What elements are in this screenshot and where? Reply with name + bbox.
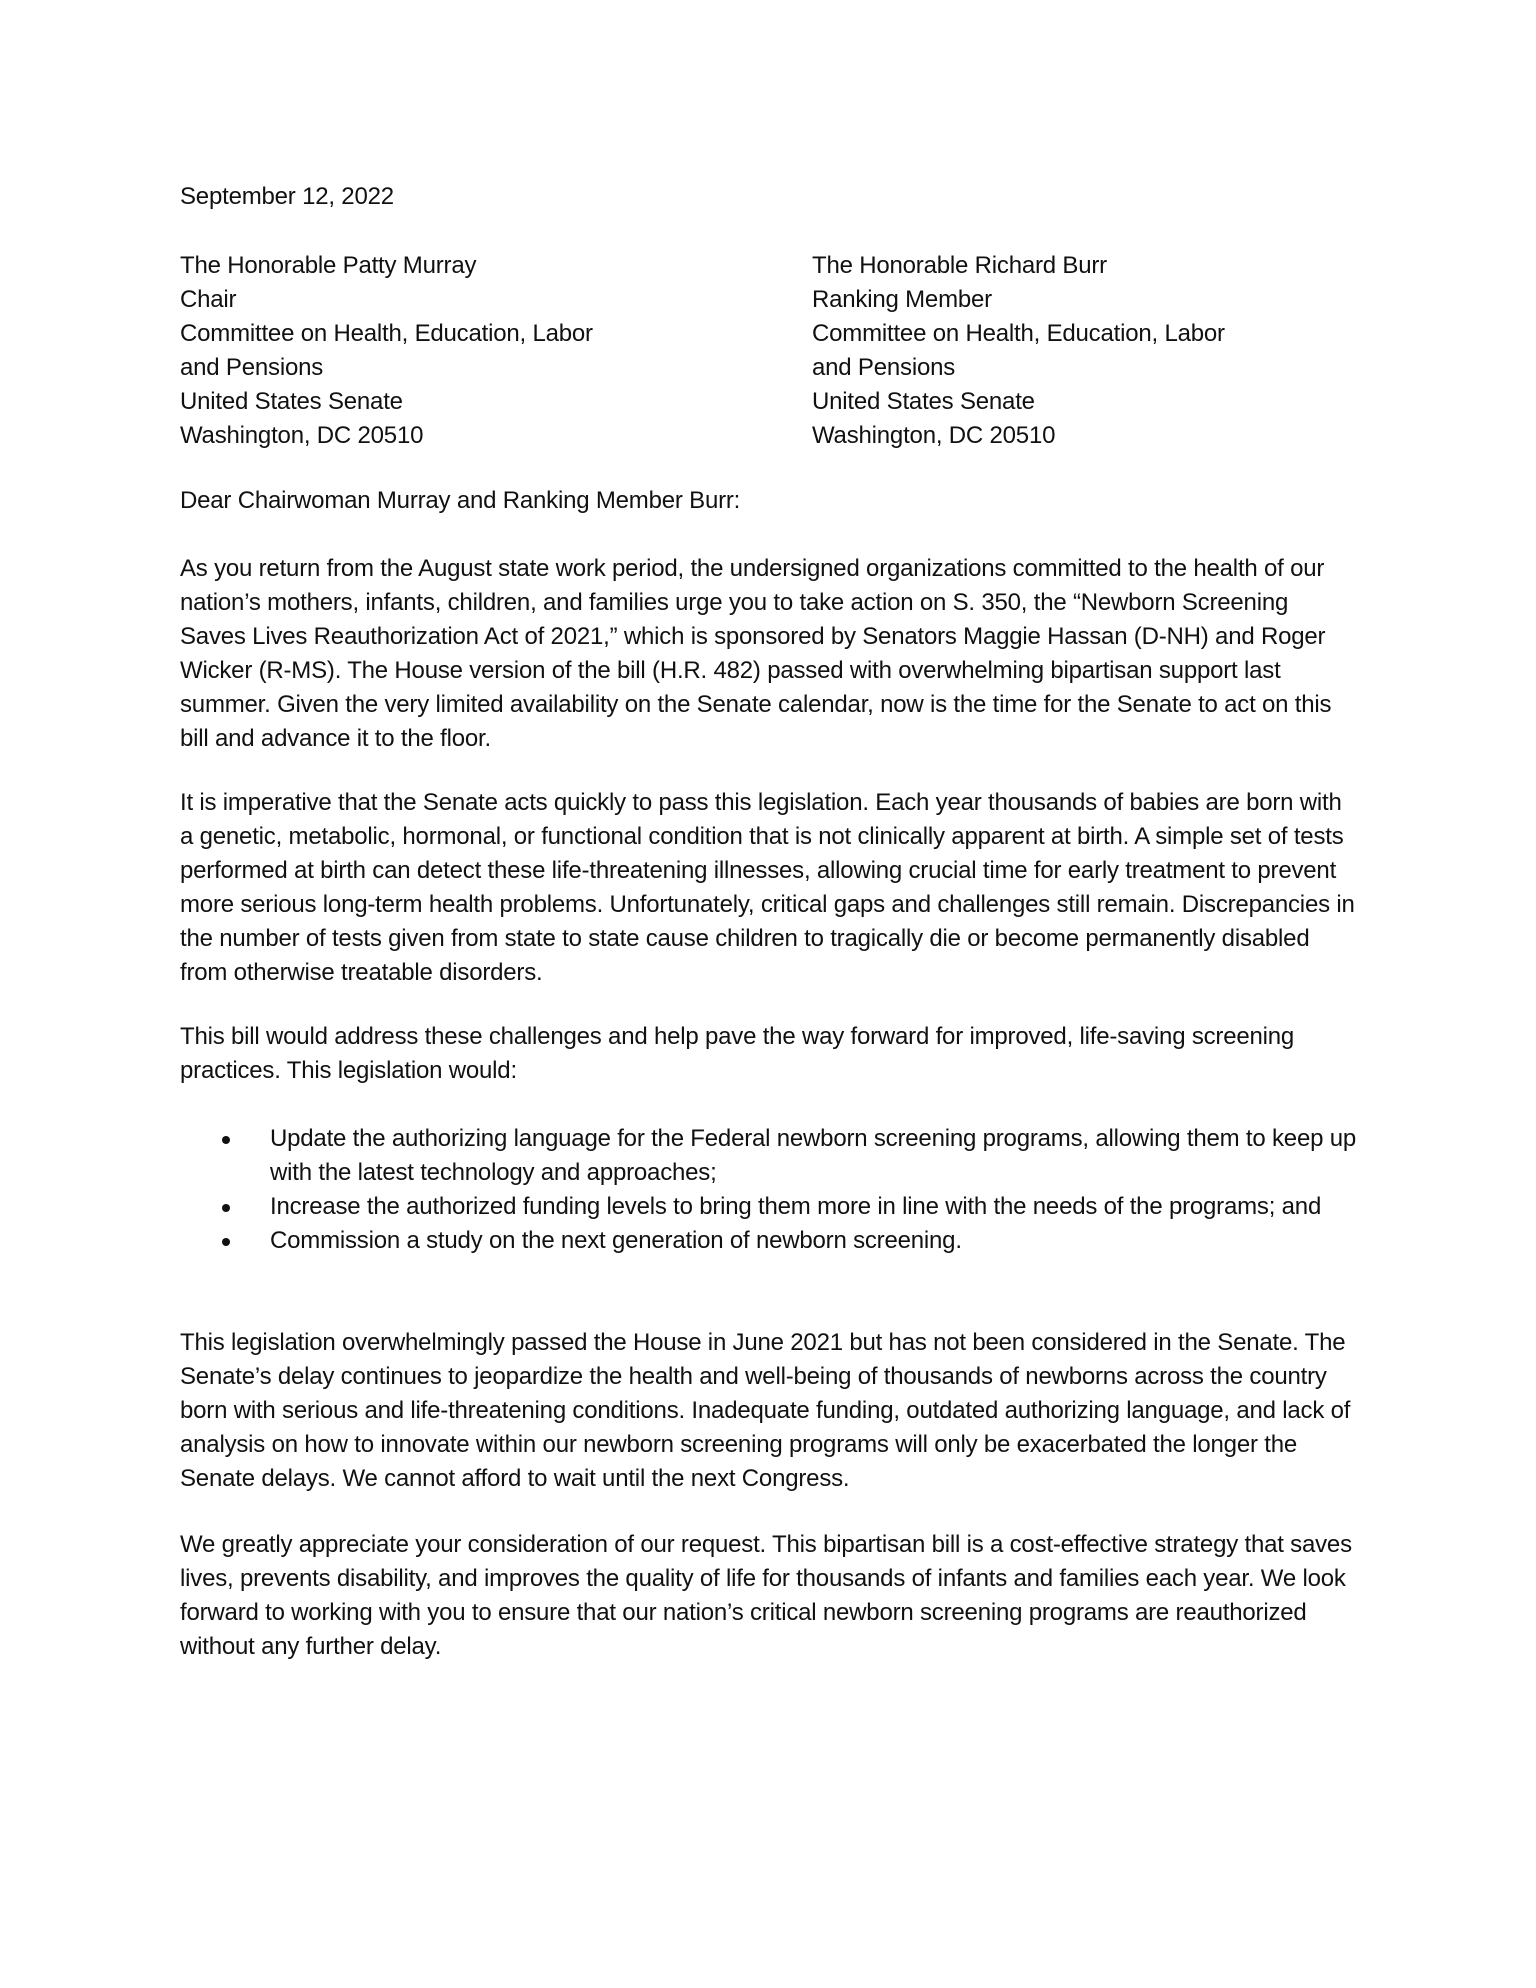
address-line: Chair — [180, 286, 237, 313]
address-line: and Pensions — [812, 354, 956, 381]
bullet-icon — [222, 1136, 230, 1144]
letter-date: September 12, 2022 — [180, 183, 394, 210]
address-line: Washington, DC 20510 — [812, 422, 1056, 449]
address-line: The Honorable Patty Murray — [180, 252, 477, 279]
bill-provisions-list — [180, 1122, 1360, 1258]
list-item — [180, 1224, 1360, 1258]
recipient-address-murray — [180, 249, 700, 453]
address-line: Committee on Health, Education, Labor — [180, 320, 593, 347]
list-item-text: Increase the authorized funding levels to bring them more in line with the needs of the programs; and — [270, 1193, 1322, 1220]
address-line: Committee on Health, Education, Labor — [812, 320, 1225, 347]
paragraph-delay: This legislation overwhelmingly passed the House in June 2021 but has not been considered in the Senate. The Senate’s delay continues to jeopardize the health and well-being of thousands of newborns across the country born with serious and life-threatening conditions. Inadequate funding, outdated authorizing language, and lack of analysis on how to innovate within our newborn screening programs will only be exacerbated the longer the Senate delays. We cannot afford to wait until the next Congress. — [180, 1329, 1351, 1492]
address-line: The Honorable Richard Burr — [812, 252, 1107, 279]
paragraph-closing: We greatly appreciate your consideration of our request. This bipartisan bill is a cost-effective strategy that saves lives, prevents disability, and improves the quality of life for thousands of infants and families each year. We look forward to working with you to ensure that our nation’s critical newborn screening programs are reauthorized without any further delay. — [180, 1531, 1352, 1660]
address-line: and Pensions — [180, 354, 324, 381]
address-line: Ranking Member — [812, 286, 992, 313]
address-line: United States Senate — [180, 388, 403, 415]
list-item — [180, 1122, 1360, 1190]
bullet-icon — [222, 1238, 230, 1246]
paragraph-request: As you return from the August state work period, the undersigned organizations committed to the health of our nation’s mothers, infants, children, and families urge you to take action on S. 350, the “Newborn Screening Saves Lives Reauthorization Act of 2021,” which is sponsored by Senators Maggie Hassan (D-NH) and Roger Wicker (R-MS). The House version of the bill (H.R. 482) passed with overwhelming bipartisan support last summer. Given the very limited availability on the Senate calendar, now is the time for the Senate to act on this bill and advance it to the floor. — [180, 555, 1332, 752]
recipient-address-burr — [812, 249, 1332, 453]
paragraph-bill-intro: This bill would address these challenges and help pave the way forward for improved, life-saving screening practices. This legislation would: — [180, 1023, 1295, 1084]
paragraph-imperative: It is imperative that the Senate acts quickly to pass this legislation. Each year thousands of babies are born with a genetic, metabolic, hormonal, or functional condition that is not clinically apparent at birth. A simple set of tests performed at birth can detect these life-threatening illnesses, allowing crucial time for early treatment to prevent more serious long-term health problems. Unfortunately, critical gaps and challenges still remain. Discrepancies in the number of tests given from state to state cause children to tragically die or become permanently disabled from otherwise treatable disorders. — [180, 789, 1355, 986]
address-line: United States Senate — [812, 388, 1035, 415]
list-item-text: Update the authorizing language for the Federal newborn screening programs, allowing them to keep up with the latest technology and approaches; — [270, 1125, 1357, 1186]
bullet-icon — [222, 1204, 230, 1212]
list-item-text: Commission a study on the next generation of newborn screening. — [270, 1227, 962, 1254]
salutation: Dear Chairwoman Murray and Ranking Member Burr: — [180, 487, 741, 514]
address-line: Washington, DC 20510 — [180, 422, 424, 449]
list-item — [180, 1190, 1360, 1224]
